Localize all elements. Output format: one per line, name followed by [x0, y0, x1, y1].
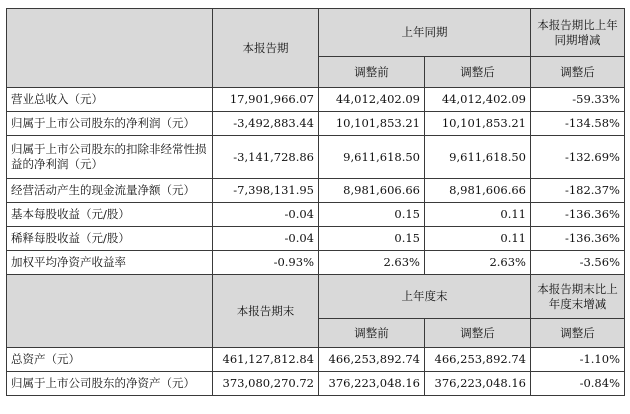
- table-row-basic-eps: [7, 203, 625, 227]
- row-label: 总资产（元）: [7, 348, 213, 372]
- row-before-value: 10,101,853.21: [319, 112, 425, 136]
- row-before-value: 44,012,402.09: [319, 88, 425, 112]
- row-label: 经营活动产生的现金流量净额（元）: [7, 179, 213, 203]
- header-prior-year-end: 上年度末: [319, 275, 531, 319]
- header-blank-cell: [7, 275, 213, 348]
- row-label: 稀释每股收益（元/股）: [7, 227, 213, 251]
- header-change-after-adjustment: 调整后: [531, 319, 625, 348]
- row-change-value: -0.84%: [531, 372, 625, 396]
- row-change-value: -59.33%: [531, 88, 625, 112]
- row-before-value: 0.15: [319, 203, 425, 227]
- row-label: 加权平均净资产收益率: [7, 251, 213, 275]
- header-before-adjustment: 调整前: [319, 57, 425, 88]
- table-row-revenue: [7, 88, 625, 112]
- header-after-adjustment: 调整后: [425, 57, 531, 88]
- header-change-after-adjustment: 调整后: [531, 57, 625, 88]
- row-before-value: 2.63%: [319, 251, 425, 275]
- row-after-value: 2.63%: [425, 251, 531, 275]
- row-after-value: 44,012,402.09: [425, 88, 531, 112]
- row-current-value: -0.04: [213, 203, 319, 227]
- header-change-vs-year-end: 本报告期末比上年度末增减: [531, 275, 625, 319]
- header-prior-same-period: 上年同期: [319, 9, 531, 57]
- row-current-value: 461,127,812.84: [213, 348, 319, 372]
- row-current-value: -0.04: [213, 227, 319, 251]
- row-current-value: -3,141,728.86: [213, 136, 319, 179]
- header-current-period: 本报告期: [213, 9, 319, 88]
- row-current-value: -3,492,883.44: [213, 112, 319, 136]
- financial-summary-table: [6, 8, 625, 396]
- row-before-value: 466,253,892.74: [319, 348, 425, 372]
- row-current-value: 17,901,966.07: [213, 88, 319, 112]
- row-after-value: 0.11: [425, 203, 531, 227]
- row-change-value: -134.58%: [531, 112, 625, 136]
- row-current-value: -0.93%: [213, 251, 319, 275]
- row-before-value: 9,611,618.50: [319, 136, 425, 179]
- row-before-value: 0.15: [319, 227, 425, 251]
- header-blank-cell: [7, 9, 213, 88]
- row-change-value: -136.36%: [531, 203, 625, 227]
- row-current-value: 373,080,270.72: [213, 372, 319, 396]
- row-label: 归属于上市公司股东的扣除非经常性损益的净利润（元）: [7, 136, 213, 179]
- row-label: 基本每股收益（元/股）: [7, 203, 213, 227]
- row-change-value: -182.37%: [531, 179, 625, 203]
- row-after-value: 10,101,853.21: [425, 112, 531, 136]
- row-change-value: -136.36%: [531, 227, 625, 251]
- header-after-adjustment: 调整后: [425, 319, 531, 348]
- row-label: 归属于上市公司股东的净资产（元）: [7, 372, 213, 396]
- row-change-value: -3.56%: [531, 251, 625, 275]
- row-change-value: -1.10%: [531, 348, 625, 372]
- header-row-top-2: [7, 275, 625, 319]
- table-row-net-assets: [7, 372, 625, 396]
- row-after-value: 0.11: [425, 227, 531, 251]
- row-change-value: -132.69%: [531, 136, 625, 179]
- header-row-top: [7, 9, 625, 57]
- header-before-adjustment: 调整前: [319, 319, 425, 348]
- table-row-weighted-roe: [7, 251, 625, 275]
- row-label: 归属于上市公司股东的净利润（元）: [7, 112, 213, 136]
- row-label: 营业总收入（元）: [7, 88, 213, 112]
- row-after-value: 9,611,618.50: [425, 136, 531, 179]
- table-row-operating-cash-flow: [7, 179, 625, 203]
- table-row-total-assets: [7, 348, 625, 372]
- row-after-value: 376,223,048.16: [425, 372, 531, 396]
- header-current-period-end: 本报告期末: [213, 275, 319, 348]
- row-after-value: 8,981,606.66: [425, 179, 531, 203]
- row-after-value: 466,253,892.74: [425, 348, 531, 372]
- table-row-net-profit-excl-nonrecurring: [7, 136, 625, 179]
- table-row-net-profit: [7, 112, 625, 136]
- header-yoy-change: 本报告期比上年同期增减: [531, 9, 625, 57]
- row-before-value: 376,223,048.16: [319, 372, 425, 396]
- row-current-value: -7,398,131.95: [213, 179, 319, 203]
- table-row-diluted-eps: [7, 227, 625, 251]
- row-before-value: 8,981,606.66: [319, 179, 425, 203]
